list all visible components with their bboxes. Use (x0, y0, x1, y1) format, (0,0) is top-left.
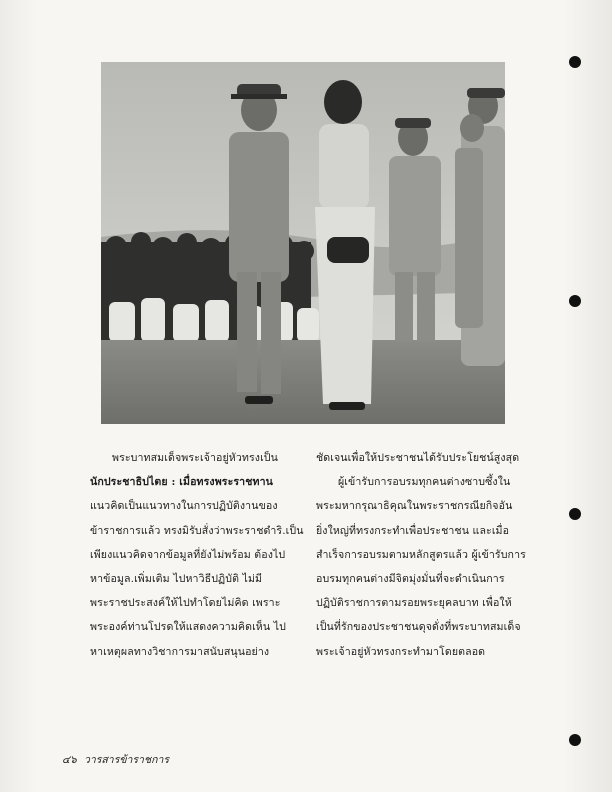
page-number: ๔๖ (62, 754, 77, 766)
royal-inspection-photo (101, 62, 505, 424)
paragraph-line: ข้าราชการแล้ว ทรงมิรับสั่งว่าพระราชดำริ.เป็น (90, 524, 304, 537)
right-text-column (316, 446, 526, 664)
paragraph-line: ปฏิบัติราชการตามรอยพระยุคลบาท เพื่อให้ (316, 597, 512, 610)
binder-hole-middle (569, 295, 581, 307)
paragraph-line: แนวคิดเป็นแนวทางในการปฏิบัติงานของ (90, 500, 278, 513)
binder-hole-lower (569, 508, 581, 520)
paragraph-line: หาข้อมูล.เพิ่มเติม ไปหาวิธีปฏิบัติ ไม่มี (90, 572, 263, 585)
paragraph-line: อบรมทุกคนต่างมีจิตมุ่งมั่นที่จะดำเนินการ (316, 572, 505, 585)
left-text-column (90, 446, 304, 664)
paragraph-line: พระเจ้าอยู่หัวทรงกระทำมาโดยตลอด (316, 645, 486, 658)
binder-hole-top (569, 56, 581, 68)
photo-illustration (101, 62, 505, 424)
paragraph-line: ชัดเจนเพื่อให้ประชาชนได้รับประโยชน์สูงสุด (316, 452, 520, 464)
paragraph-line: สำเร็จการอบรมตามหลักสูตรแล้ว ผู้เข้ารับการ (316, 548, 526, 561)
paragraph-line: ยิ่งใหญ่ที่ทรงกระทำเพื่อประชาชน และเมื่อ (316, 524, 510, 537)
paragraph-line: พระราชประสงค์ให้ไปทำโดยไม่คิด เพราะ (90, 597, 281, 610)
paragraph-line: ผู้เข้ารับการอบรมทุกคนต่างซาบซึ้งใน (338, 476, 511, 489)
paragraph-line: นักประชาธิปไตย : เมื่อทรงพระราชทาน (90, 476, 273, 489)
binder-hole-bottom (569, 734, 581, 746)
paragraph-line: หาเหตุผลทางวิชาการมาสนับสนุนอย่าง (90, 645, 270, 658)
paragraph-line: เพียงแนวคิดจากข้อมูลที่ยังไม่พร้อม ต้องไป (90, 548, 286, 561)
paragraph-line: พระองค์ท่านโปรดให้แสดงความคิดเห็น ไป (90, 621, 286, 634)
paragraph-line: เป็นที่รักของประชาชนดุจดั่งที่พระบาทสมเด็จ (316, 621, 521, 634)
paragraph-line: พระมหากรุณาธิคุณในพระราชกรณียกิจอัน (316, 500, 513, 513)
publication-name: วารสารข้าราชการ (83, 754, 169, 766)
paragraph-line: พระบาทสมเด็จพระเจ้าอยู่หัวทรงเป็น (112, 452, 278, 464)
page-footer (62, 751, 173, 768)
